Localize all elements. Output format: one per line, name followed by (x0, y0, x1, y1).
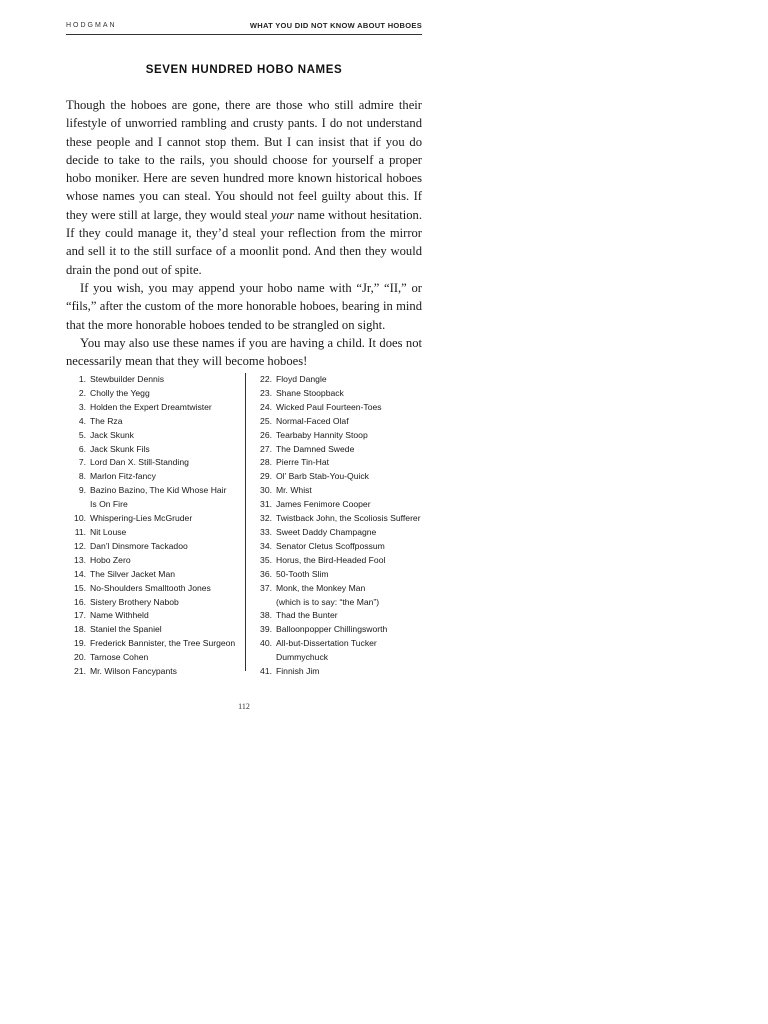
list-item-number: 2. (78, 387, 86, 398)
list-item-number: 37. (260, 582, 272, 593)
paragraph-1-part-1: Though the hoboes are gone, there are those who still admire their lifestyle of unworried rambling and crusty pants. I do not understand these people and I cannot stop them. But I can insist that if you do decide to take to the rails, you should choose for yourself a proper hobo moniker. Here are seven hundred more known historical hoboes whose names you can steal. You should not feel guilty about this. If they were still at large, they would steal (66, 98, 422, 222)
list-item-name: Stewbuilder Dennis (90, 374, 165, 384)
list-item-name: The Silver Jacket Man (90, 568, 176, 579)
list-item (66, 429, 238, 443)
list-item-number: 23. (260, 387, 272, 398)
list-item-number: 40. (260, 638, 272, 649)
list-item-number: 33. (260, 526, 272, 537)
list-item-name: Twistback John, the Scoliosis Sufferer (276, 513, 421, 524)
list-item-number: 7. (78, 457, 86, 468)
list-item (252, 498, 424, 512)
list-item-name: Senator Cletus Scoffpossum (276, 540, 385, 551)
list-item (66, 526, 238, 540)
list-item (66, 554, 238, 568)
list-item-number: 38. (260, 610, 272, 621)
list-item-name: James Fenimore Cooper (276, 499, 371, 510)
list-item (66, 568, 238, 582)
paragraph-1 (66, 96, 422, 279)
list-item (66, 582, 238, 596)
column-divider (245, 373, 246, 671)
page-number: 112 (238, 702, 250, 711)
list-item (66, 623, 238, 637)
list-item-number: 21. (74, 666, 86, 677)
list-item-number: 28. (260, 457, 272, 468)
list-item-number: 6. (78, 443, 86, 454)
list-item-name: Jack Skunk Fils (90, 443, 150, 454)
list-item-name: Nit Louse (90, 526, 127, 537)
paragraph-1-part-2: name without hesitation. If they could manage it, they’d steal your reflection from the mirror and sell it to the still surface of a moonlit pond. And then they would drain the pond out of spite. (66, 207, 422, 277)
list-item-name: Lord Dan X. Still-Standing (90, 457, 189, 468)
list-item-number: 12. (74, 540, 86, 551)
list-item-name: Cholly the Yegg (90, 387, 150, 398)
list-item-number: 17. (74, 610, 86, 621)
running-head-author: HODGMAN (66, 22, 117, 29)
list-item-number: 30. (260, 485, 272, 496)
list-item-name: Hobo Zero (90, 554, 131, 565)
list-item-number: 13. (74, 554, 86, 565)
list-item-number: 4. (78, 415, 86, 426)
paragraph-1-emphasis: your (271, 207, 295, 222)
list-item-number: 29. (260, 471, 272, 482)
list-item-number: 36. (260, 568, 272, 579)
list-item-name: Balloonpopper Chillingsworth (276, 624, 388, 635)
list-item-name: Wicked Paul Fourteen-Toes (276, 401, 382, 412)
list-item (252, 637, 424, 665)
list-item-name: Horus, the Bird-Headed Fool (276, 554, 386, 565)
list-item-name: Floyd Dangle (276, 374, 327, 384)
list-item (66, 651, 238, 665)
list-item (66, 470, 238, 484)
list-item-name: Ol’ Barb Stab-You-Quick (276, 471, 369, 482)
list-item-number: 41. (260, 666, 272, 677)
page-title: SEVEN HUNDRED HOBO NAMES (145, 64, 343, 76)
list-item (252, 484, 424, 498)
list-item-number: 34. (260, 540, 272, 551)
list-item-name: Finnish Jim (276, 666, 320, 677)
list-item-number: 5. (78, 429, 86, 440)
list-item-name: Bazino Bazino, The Kid Whose Hair Is On Fire (90, 485, 227, 510)
list-item (252, 540, 424, 554)
list-item-name: Marlon Fitz-fancy (90, 471, 156, 482)
list-item-number: 9. (78, 485, 86, 496)
list-item (252, 526, 424, 540)
list-item-name: 50-Tooth Slim (276, 568, 329, 579)
hobo-names-list-left (66, 373, 238, 679)
list-item-number: 20. (74, 652, 86, 663)
list-item-name: No-Shoulders Smalltooth Jones (90, 582, 211, 593)
list-item-number: 18. (74, 624, 86, 635)
list-item-number: 1. (78, 374, 86, 384)
hobo-names-list-right (252, 373, 424, 679)
list-item-name: The Damned Swede (276, 443, 355, 454)
list-item-number: 11. (74, 526, 86, 537)
list-item (252, 623, 424, 637)
list-item-number: 24. (260, 401, 272, 412)
list-item-number: 10. (74, 513, 86, 524)
list-item-name: Whispering-Lies McGruder (90, 513, 193, 524)
list-item-name: Tarnose Cohen (90, 652, 149, 663)
list-item (66, 387, 238, 401)
running-head (66, 20, 422, 35)
list-item (252, 554, 424, 568)
list-item (252, 582, 424, 610)
list-item (66, 609, 238, 623)
list-item-name: Holden the Expert Dreamtwister (90, 401, 212, 412)
list-item-number: 3. (78, 401, 86, 412)
body-text (66, 96, 422, 370)
list-item (66, 415, 238, 429)
list-item (66, 637, 238, 651)
running-head-section: WHAT YOU DID NOT KNOW ABOUT HOBOES (249, 21, 422, 30)
list-item-number: 15. (74, 582, 86, 593)
list-item-number: 22. (260, 374, 272, 384)
paragraph-2: If you wish, you may append your hobo name with “Jr,” “II,” or “fils,” after the custom of the more honorable hoboes, bearing in mind that the more honorable hoboes tended to be strangled on sight. (66, 280, 422, 332)
list-item (66, 484, 238, 512)
list-item (252, 512, 424, 526)
list-item (66, 401, 238, 415)
list-item (66, 512, 238, 526)
list-item-name: Monk, the Monkey Man (which is to say: “the Man”) (276, 582, 380, 607)
list-item-name: Name Withheld (90, 610, 149, 621)
list-item-name: All-but-Dissertation Tucker Dummychuck (276, 638, 377, 663)
list-item-name: Mr. Whist (276, 485, 312, 496)
list-item (66, 665, 238, 679)
list-item (252, 665, 424, 679)
list-item-number: 19. (74, 638, 86, 649)
list-item-name: Frederick Bannister, the Tree Surgeon (90, 638, 236, 649)
list-item-name: Pierre Tin-Hat (276, 457, 330, 468)
list-item-name: Staniel the Spaniel (90, 624, 162, 635)
list-item-name: Mr. Wilson Fancypants (90, 666, 177, 677)
list-item-number: 25. (260, 415, 272, 426)
list-item-number: 39. (260, 624, 272, 635)
list-item-name: Shane Stoopback (276, 387, 344, 398)
list-item-name: The Rza (90, 415, 123, 426)
list-item (252, 470, 424, 484)
paragraph-3: You may also use these names if you are having a child. It does not necessarily mean that they will become hoboes! (66, 335, 422, 369)
list-item-number: 32. (260, 513, 272, 524)
list-item-number: 31. (260, 499, 272, 510)
list-item-name: Thad the Bunter (276, 610, 338, 621)
list-item-number: 8. (78, 471, 86, 482)
list-item (66, 540, 238, 554)
list-item (252, 609, 424, 623)
list-item-name: Sweet Daddy Champagne (276, 526, 377, 537)
list-item (252, 373, 424, 387)
list-item (252, 443, 424, 457)
list-item (252, 456, 424, 470)
list-item (252, 568, 424, 582)
list-item-name: Dan’l Dinsmore Tackadoo (90, 540, 188, 551)
list-item (252, 429, 424, 443)
list-item-name: Sistery Brothery Nabob (90, 596, 179, 607)
list-item-number: 35. (260, 554, 272, 565)
list-item-number: 27. (260, 443, 272, 454)
list-item (252, 401, 424, 415)
list-item-name: Normal-Faced Olaf (276, 415, 349, 426)
list-item-name: Tearbaby Hannity Stoop (276, 429, 368, 440)
list-item (66, 456, 238, 470)
list-item-number: 16. (74, 596, 86, 607)
list-item-number: 26. (260, 429, 272, 440)
list-item (66, 443, 238, 457)
list-item-number: 14. (74, 568, 86, 579)
list-item (66, 596, 238, 610)
list-item (252, 387, 424, 401)
list-item-name: Jack Skunk (90, 429, 134, 440)
list-item (252, 415, 424, 429)
list-item (66, 373, 238, 387)
